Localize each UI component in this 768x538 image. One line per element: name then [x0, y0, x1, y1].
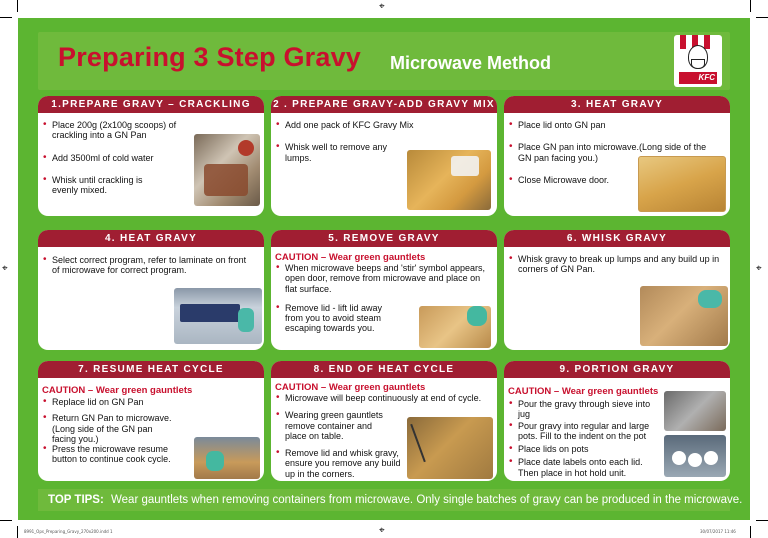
step-heading: 6. WHISK GRAVY [504, 230, 730, 247]
list-item: • Place lids on pots [508, 444, 664, 454]
list-item: • Remove lid - lift lid away from you to avoid steam escaping towards you. [275, 303, 395, 334]
top-tips-bar [38, 489, 743, 511]
page-title: Preparing 3 Step Gravy [58, 42, 362, 72]
step-bullets [508, 254, 726, 275]
step-heading: 1.PREPARE GRAVY – CRACKLING [38, 96, 264, 113]
caution-label: CAUTION – Wear green gauntlets [275, 252, 426, 263]
list-item: • Whisk gravy to break up lumps and any build up in corners of GN Pan. [508, 254, 726, 275]
crackling-photo [194, 134, 260, 206]
date-label: 30/07/2017 11:46 [700, 529, 736, 534]
step-bullets [42, 397, 174, 465]
step-panel-7 [38, 361, 264, 481]
step-panel-1 [38, 96, 264, 216]
list-item: • Microwave will beep continuously at end of cycle. [275, 393, 491, 403]
step-heading: 8. END OF HEAT CYCLE [271, 361, 497, 378]
list-item: • Add one pack of KFC Gravy Mix [275, 120, 455, 130]
whisk-gravy-photo [640, 286, 728, 346]
registration-mark-icon: ⌖ [379, 525, 385, 536]
kfc-logo-icon [674, 35, 722, 87]
caution-label: CAUTION – Wear green gauntlets [508, 386, 659, 397]
list-item: • Wearing green gauntlets remove container and place on table. [275, 410, 395, 441]
list-item: • Remove lid and whisk gravy, ensure you remove any build up in the corners. [275, 448, 403, 479]
tips-label: TOP TIPS: [48, 494, 104, 506]
registration-mark-icon: ⌖ [379, 1, 385, 12]
list-item: • Place date labels onto each lid. Then place in hot hold unit. [508, 457, 664, 478]
list-item: • Select correct program, refer to laminate on front of microwave for correct program. [42, 255, 252, 276]
microwave-photo [174, 288, 262, 344]
list-item: • Close Microwave door. [508, 175, 618, 185]
crop-mark [0, 17, 12, 18]
list-item: • Replace lid on GN Pan [42, 397, 174, 407]
sieve-jug-photo [664, 391, 726, 431]
list-item: • Whisk until crackling is evenly mixed. [42, 175, 146, 196]
caution-label: CAUTION – Wear green gauntlets [275, 382, 426, 393]
step-panel-3 [504, 96, 730, 216]
list-item: • Press the microwave resume button to continue cook cycle. [42, 444, 174, 465]
tips-text: Wear gauntlets when removing containers from microwave. Only single batches of gravy can be produced in the microwave. [111, 494, 743, 506]
registration-mark-icon: ⌖ [756, 263, 762, 274]
crop-mark [756, 17, 768, 18]
file-label: 8991_Ops_Preparing_Gravy_270x200.indd 1 [24, 529, 113, 534]
resume-heat-photo [194, 437, 260, 479]
end-heat-photo [407, 417, 493, 479]
step-bullets [508, 399, 664, 478]
step-bullets [42, 255, 252, 276]
step-heading: 9. PORTION GRAVY [504, 361, 730, 378]
gravy-mix-photo [407, 150, 491, 210]
crop-mark [756, 520, 768, 521]
list-item: • Pour the gravy through sieve into jug [508, 399, 664, 420]
list-item: • Place 200g (2x100g scoops) of crackling into a GN Pan [42, 120, 190, 141]
crop-mark [750, 0, 751, 12]
step-panel-9 [504, 361, 730, 481]
step-heading: 2 . PREPARE GRAVY-ADD GRAVY MIX [271, 96, 497, 113]
step-heading: 3. HEAT GRAVY [504, 96, 730, 113]
registration-mark-icon: ⌖ [2, 263, 8, 274]
list-item: • Place GN pan into microwave.(Long side of the GN pan facing you.) [508, 142, 708, 163]
list-item: • Whisk well to remove any lumps. [275, 142, 405, 163]
step-panel-4 [38, 230, 264, 350]
list-item: • Pour gravy into regular and large pots. Fill to the indent on the pot [508, 421, 664, 442]
step-panel-5 [271, 230, 497, 350]
list-item: • Add 3500ml of cold water [42, 153, 190, 163]
page-subtitle: Microwave Method [390, 53, 552, 73]
crop-mark [17, 526, 18, 538]
remove-gravy-photo [419, 306, 491, 348]
list-item: • Return GN Pan to microwave.(Long side of the GN pan facing you.) [42, 413, 174, 444]
caution-label: CAUTION – Wear green gauntlets [42, 385, 193, 396]
step-heading: 7. RESUME HEAT CYCLE [38, 361, 264, 378]
step-bullets [275, 120, 414, 163]
crop-mark [17, 0, 18, 12]
crop-mark [750, 526, 751, 538]
logo-text: KFC [679, 72, 717, 84]
step-heading: 5. REMOVE GRAVY [271, 230, 497, 247]
step-panel-8 [271, 361, 497, 481]
step-panel-6 [504, 230, 730, 350]
crop-mark [0, 520, 12, 521]
gravy-pots-photo [664, 435, 726, 477]
gn-pan-lid-photo [638, 156, 726, 212]
poster-header [38, 32, 730, 90]
step-heading: 4. HEAT GRAVY [38, 230, 264, 247]
list-item: • When microwave beeps and 'stir' symbol appears, open door, remove from microwave and place on flat surface. [275, 263, 491, 294]
step-bullets [42, 120, 190, 195]
step-panel-2 [271, 96, 497, 216]
gravy-poster [18, 18, 750, 520]
list-item: • Place lid onto GN pan [508, 120, 708, 130]
